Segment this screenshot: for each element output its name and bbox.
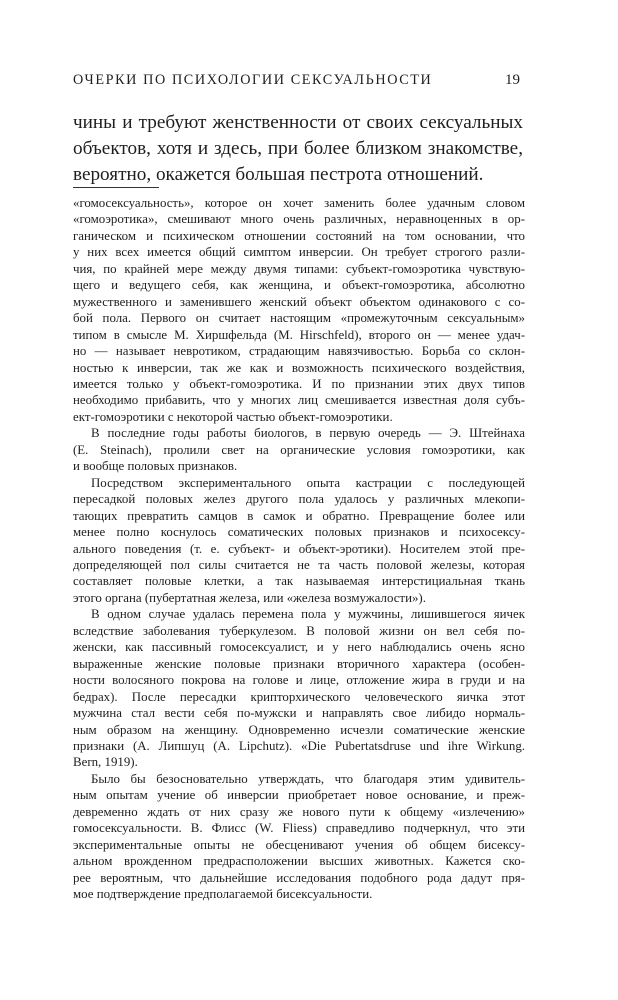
footnote-block <box>73 195 525 902</box>
footnote-paragraph <box>73 195 525 425</box>
footnote-line: мужчина стал вести себя по-мужски и направлять свое либидо нормаль- <box>73 706 525 721</box>
footnote-line: имеется только у объект-гомоэротика. И по признании этих двух типов <box>73 376 525 391</box>
footnote-line: ганическом и психическом отношении состояний на том основании, что <box>73 228 525 243</box>
main-text-line: чины и требуют женственности от своих сексуальных <box>73 112 523 133</box>
footnote-line: ностью к инверсии, так же как и возможность психического воздействия, <box>73 360 525 375</box>
footnote-line: ности волосяного покрова на голове и лице, отложение жира в груди и на <box>73 673 525 688</box>
footnote-line: В последние годы работы биологов, в первую очередь — Э. Штейнаха <box>91 426 525 441</box>
footnote-line: Было бы безосновательно утверждать, что благодаря этим удивитель- <box>91 771 525 786</box>
main-text-block <box>73 110 523 188</box>
footnote-line: «гомоэротика», смешивают много очень различных, неравноценных в ор- <box>73 212 525 227</box>
footnote-line: бой пола. Первого он считает настоящим «промежуточным сексуальным» <box>73 311 525 326</box>
footnote-line: признаки (А. Липшуц (A. Lipchutz). «Die Pubertatsdruse und ihre Wirkung. <box>73 738 525 753</box>
footnote-line: «гомосексуальность», которое он хочет заменить более удачным словом <box>73 196 525 210</box>
footnote-separator <box>73 187 159 188</box>
footnote-line: ект-гомоэротики с некоторой частью объект-гомоэротики. <box>73 409 393 424</box>
footnote-line: Посредством экспериментального опыта кастрации с последующей <box>91 475 525 490</box>
page-number: 19 <box>505 72 520 88</box>
footnote-line: В одном случае удалась перемена пола у мужчины, лишившегося яичек <box>91 607 525 622</box>
footnote-line: ального поведения (т. е. субъект- и объект-эротики). Носителем этой пре- <box>73 541 525 556</box>
footnote-line: составляет половые клетки, а так называемая интерстициальная ткань <box>73 574 525 589</box>
footnote-line: девременно ждать от них сразу же нового пути к общему «излечению» <box>73 804 525 819</box>
footnote-line: бедрах). После пересадки крипторхического человеческого яичка этот <box>73 689 525 704</box>
footnote-line: допределяющей пол силы считается не та часть половой железы, которая <box>73 557 525 572</box>
footnote-line: необходимо прибавить, что у многих лиц смешивается известная доля субъ- <box>73 393 525 408</box>
footnote-paragraph <box>73 475 525 607</box>
footnote-paragraph <box>73 425 525 474</box>
running-title: ОЧЕРКИ ПО ПСИХОЛОГИИ СЕКСУАЛЬНОСТИ <box>73 72 433 88</box>
footnote-line: пересадкой половых желез другого пола удалось у различных млекопи- <box>73 492 525 507</box>
footnote-line: рее вероятным, что дальнейшие исследования подобного рода дадут пря- <box>73 870 525 885</box>
footnote-line: мужественного и заменившего женский объект объектом одинакового с со- <box>73 294 525 309</box>
footnote-line: чия, по крайней мере между двумя типами: субъект-гомоэротика чувствую- <box>73 261 525 276</box>
footnote-line: менее полно коснулось соматических половых признаков и психосексу- <box>73 525 525 540</box>
footnote-line: ным образом на женщину. Одновременно исчезли соматические женские <box>73 722 525 737</box>
footnote-line: этого органа (пубертатная железа, или «железа возмужалости»). <box>73 590 426 605</box>
footnote-line: выраженные женские половые признаки вторичного характера (особен- <box>73 656 525 671</box>
page-header <box>73 72 520 94</box>
footnote-line: но — называет невротиком, страдающим навязчивостью. Борьба со склон- <box>73 344 525 359</box>
footnote-line: гомосексуальности. В. Флисс (W. Fliess) справедливо подчеркнул, что эти <box>73 821 525 836</box>
footnote-paragraph <box>73 606 525 771</box>
footnote-line: альном врожденном предрасположении высших животных. Кажется ско- <box>73 854 525 869</box>
footnote-line: экспериментальные опыты не обесценивают учения об общем бисексу- <box>73 837 525 852</box>
footnote-line: типом в смысле М. Хиршфельда (M. Hirschfeld), второго он — менее удач- <box>73 327 525 342</box>
main-text-line: объектов, хотя и здесь, при более близком знакомстве, <box>73 138 523 159</box>
footnote-line: и вообще половых признаков. <box>73 459 238 474</box>
footnote-line: мое подтверждение предполагаемой бисексуальности. <box>73 887 373 902</box>
footnote-line: щего и ведущего себя, как женщина, и объект-гомоэротика, абсолютно <box>73 278 525 293</box>
footnote-line: женски, как пассивный гомосексуалист, и у него наблюдались очень ясно <box>73 640 525 655</box>
main-text-line: вероятно, окажется большая пестрота отношений. <box>73 164 484 185</box>
footnote-line: вследствие заболевания туберкулезом. В половой жизни он вел себя по- <box>73 623 525 638</box>
footnote-line: Bern, 1919). <box>73 755 138 770</box>
footnote-line: тающих превратить самцов в самок и обратно. Превращение более или <box>73 508 525 523</box>
footnote-paragraph <box>73 771 525 903</box>
footnote-line: у них всех имеется общий симптом инверсии. Он требует строгого разли- <box>73 245 525 260</box>
footnote-line: (E. Steinach), пролили свет на органические условия гомоэротики, как <box>73 442 525 457</box>
footnote-line: ным опытам учение об инверсии приобретает новое основание, и преж- <box>73 788 525 803</box>
